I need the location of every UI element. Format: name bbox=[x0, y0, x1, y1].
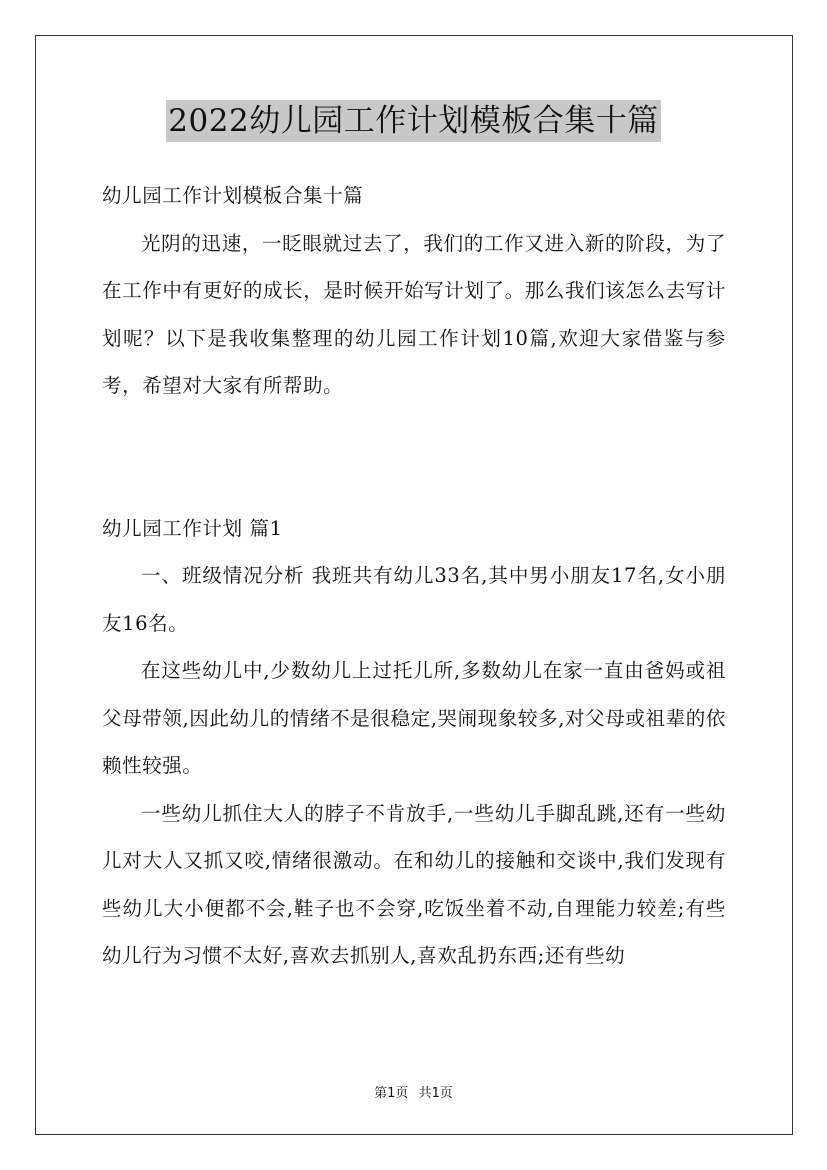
body-paragraph-3: 一些幼儿抓住大人的脖子不肯放手,一些幼儿手脚乱跳,还有一些幼儿对大人又抓又咬,情绪很激动。在和幼儿的接触和交谈中,我们发现有些幼儿大小便都不会,鞋子也不会穿,吃饭坐着不动,自理能力较差;有些幼儿行为习惯不太好,喜欢去抓别人,喜欢乱扔东西;还有些幼 bbox=[102, 801, 726, 967]
document-body bbox=[102, 172, 726, 980]
section-spacer bbox=[102, 410, 726, 505]
document-title bbox=[0, 100, 827, 142]
document-subtitle: 幼儿园工作计划模板合集十篇 bbox=[102, 184, 364, 207]
body-paragraph-1: 一、班级情况分析 我班共有幼儿33名,其中男小朋友17名,女小朋友16名。 bbox=[102, 564, 726, 635]
page-footer bbox=[0, 1082, 827, 1101]
section-heading: 幼儿园工作计划 篇1 bbox=[102, 516, 283, 540]
document-title-text: 2022幼儿园工作计划模板合集十篇 bbox=[166, 100, 660, 142]
page-number-total: 共1页 bbox=[418, 1086, 453, 1101]
body-paragraph-2: 在这些幼儿中,少数幼儿上过托儿所,多数幼儿在家一直由爸妈或祖父母带领,因此幼儿的情绪不是很稳定,哭闹现象较多,对父母或祖辈的依赖性较强。 bbox=[102, 659, 726, 777]
intro-paragraph: 光阴的迅速，一眨眼就过去了，我们的工作又进入新的阶段，为了在工作中有更好的成长，是时候开始写计划了。那么我们该怎么去写计划呢？以下是我收集整理的幼儿园工作计划10篇,欢迎大家借鉴与参考，希望对大家有所帮助。 bbox=[102, 231, 726, 397]
page-number-current: 第1页 bbox=[374, 1086, 409, 1101]
